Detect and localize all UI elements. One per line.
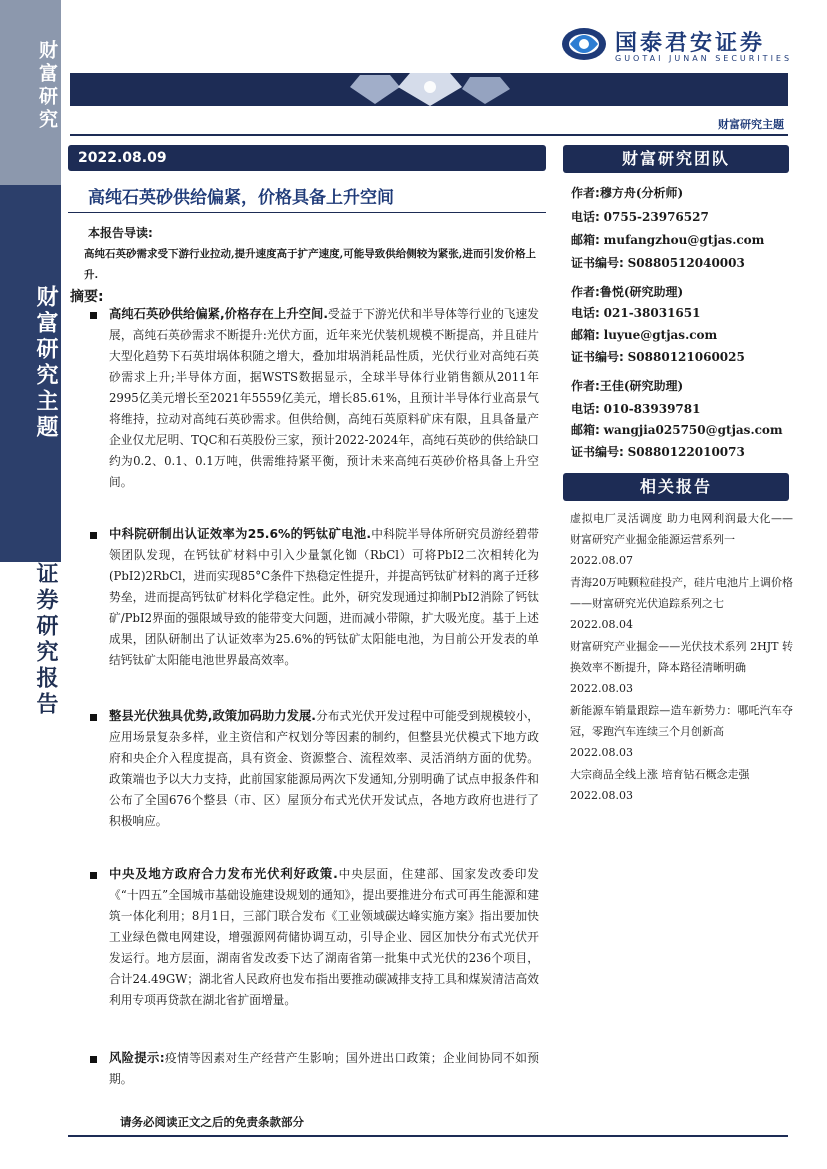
point-lead: 中央及地方政府合力发布光伏利好政策. [109,867,338,881]
header-banner [70,73,788,106]
related-report-title[interactable]: 大宗商品全线上涨 培育钻石概念走强 [570,768,750,781]
title-divider [68,212,546,213]
point-lead: 风险提示: [109,1051,165,1065]
point-lead: 高纯石英砂供给偏紧,价格存在上升空间. [109,307,328,321]
related-report-date: 2022.08.03 [570,746,633,759]
point-body: 分布式光伏开发过程中可能受到规模较小，应用场景复杂多样，业主资信和产权划分等因素的制约，但整县光伏模式下地方政府和央企介入程度提高，具有资金、资源整合、流程效率、灵活消纳方面的优势。政策端也予以大力支持，此前国家能源局两次下发通知,分别明确了试点申报条件和公布了全国676个整县（市、区）屋顶分布式光伏开发试点，各地方政府也进行了积极响应。 [109,709,539,828]
report-date: 2022.08.09 [68,145,546,171]
bullet-marker [90,872,97,879]
related-report-title[interactable]: 财富研究产业掘金——光伏技术系列 2HJT 转换效率不断提升，降本路径清晰明确 [570,640,793,674]
member-author: 作者:穆方舟(分析师) [571,186,684,200]
related-report-date: 2022.08.07 [570,554,633,567]
header-divider [70,134,788,136]
sidebar-label-mid: 财富研究主题 [0,185,61,562]
related-report-date: 2022.08.03 [570,789,633,802]
disclaimer-note: 请务必阅读正文之后的免责条款部分 [120,1115,304,1129]
diamond-graphic-icon [70,73,788,106]
report-title: 高纯石英砂供给偏紧，价格具备上升空间 [88,188,394,208]
abstract-point [109,864,539,1011]
abstract-point [109,706,539,832]
point-lead: 中科院研制出认证效率为25.6%的钙钛矿电池. [109,527,371,541]
abstract-point [109,524,539,671]
member-phone: 电话: 021-38031651 [571,306,701,320]
logo-text-cn: 国泰君安证券 [615,31,766,56]
team-heading: 财富研究团队 [563,145,789,173]
report-topic: 财富研究主题 [718,118,784,131]
member-phone: 电话: 0755-23976527 [571,210,709,224]
related-report-date: 2022.08.04 [570,618,633,631]
point-body: 受益于下游光伏和半导体等行业的飞速发展，高纯石英砂需求不断提升:光伏方面，近年来光伏装机规模不断提高，并且硅片大型化趋势下石英坩埚体积随之增大，叠加坩埚消耗品性质，光伏行业对高纯石英砂需求上升;半导体方面，据WSTS数据显示，全球半导体行业销售额从2011年2995亿美元增长至2021年5559亿美元，增长85.61%，且预计半导体行业高景气将维持，拉动对高纯石英砂需求。但供给侧，高纯石英原料矿床有限，且具备量产企业仅尤尼明、TQC和石英股份三家，预计2022-2024年，高纯石英砂的供给缺口约为0.2、0.1、0.1万吨，供需维持紧平衡，预计未来高纯石英砂价格具备上升空间。 [109,307,539,489]
abstract-point [109,304,539,493]
related-report-date: 2022.08.03 [570,682,633,695]
member-cert: 证书编号: S0880121060025 [571,350,745,364]
related-report-item[interactable] [570,764,793,806]
guide-text: 高纯石英砂需求受下游行业拉动,提升速度高于扩产速度,可能导致供给侧较为紧张,进而引发价格上升. [84,248,536,281]
abstract-point [109,1048,539,1090]
member-author: 作者:鲁悦(研究助理) [571,285,684,299]
point-body: 中央层面，住建部、国家发改委印发《“十四五”全国城市基础设施建设规划的通知》，提出要推进分布式可再生能源和建筑一体化利用；8月1日，三部门联合发布《工业领域碳达峰实施方案》指出要加快工业绿色微电网建设，增强源网荷储协调互动，引导企业、园区加快分布式光伏开发运行。地方层面，湖南省发改委下达了湖南省第一批集中式光伏的236个项目，合计24.49GW；湖北省人民政府也发布指出要推动碳减排支持工具和煤炭清洁高效利用专项再贷款在湖北省扩面增量。 [109,867,539,1007]
related-report-item[interactable] [570,572,793,635]
sidebar-label-top: 财富研究 [0,0,61,185]
related-report-item[interactable] [570,636,793,699]
related-heading: 相关报告 [563,473,789,501]
related-report-item[interactable] [570,700,793,763]
point-lead: 整县光伏独具优势,政策加码助力发展. [109,709,316,723]
logo-mark-icon [560,26,608,62]
bullet-marker [90,714,97,721]
member-email: 邮箱: mufangzhou@gtjas.com [571,233,765,247]
related-report-title[interactable]: 新能源车销量跟踪—造车新势力：哪吒汽车夺冠，零跑汽车连续三个月创新高 [570,704,793,738]
logo-text-en: GUOTAI JUNAN SECURITIES [615,54,793,63]
abstract-label: 摘要: [70,289,104,305]
member-phone: 电话: 010-83939781 [571,402,701,416]
related-report-title[interactable]: 虚拟电厂灵活调度 助力电网利润最大化——财富研究产业掘金能源运营系列一 [570,512,793,546]
sidebar-label-bottom: 证券研究报告 [0,562,61,1169]
bullet-marker [90,312,97,319]
related-report-item[interactable] [570,508,793,571]
guide-heading: 本报告导读: [88,226,153,240]
point-body: 中科院半导体所研究员游经碧带领团队发现，在钙钛矿材料中引入少量氯化铷（RbCl）可将PbI2二次相转化为(PbI2)2RbCl，进而实现85°C条件下热稳定性提升，并提高钙钛矿材料的离子迁移势垒，进而提高钙钛矿材料化学稳定性。此外，研究发现通过抑制PbI2消除了钙钛矿/PbI2界面的强限域导致的能带变大问题，进而减小带隙，扩大吸光度。基于上述成果，团队研制出了认证效率为25.6%的钙钛矿太阳能电池，为目前公开发表的单结钙钛矿太阳能电池世界最高效率。 [109,527,539,667]
bullet-marker [90,532,97,539]
member-email: 邮箱: luyue@gtjas.com [571,328,718,342]
point-body: 疫情等因素对生产经营产生影响；国外进出口政策；企业间协同不如预期。 [109,1051,539,1086]
bullet-marker [90,1056,97,1063]
member-email: 邮箱: wangjia025750@gtjas.com [571,423,783,437]
member-author: 作者:王佳(研究助理) [571,379,684,393]
member-cert: 证书编号: S0880122010073 [571,445,745,459]
footer-divider [68,1135,788,1137]
related-report-title[interactable]: 青海20万吨颗粒硅投产，硅片电池片上调价格——财富研究光伏追踪系列之七 [570,576,793,610]
member-cert: 证书编号: S0880512040003 [571,256,745,270]
